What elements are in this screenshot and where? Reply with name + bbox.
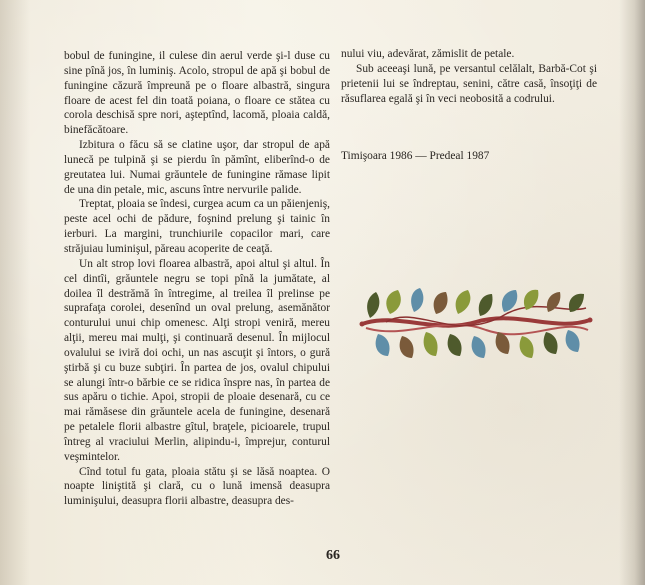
branch-stem: [366, 325, 588, 335]
leaf: [456, 290, 471, 314]
leaf: [496, 332, 510, 354]
leaf: [367, 292, 379, 318]
place-date-signature: Timişoara 1986 — Predeal 1987: [341, 150, 490, 162]
leaf: [502, 290, 517, 312]
page-number: 66: [326, 548, 340, 563]
leaf: [472, 336, 486, 358]
leaf: [547, 292, 560, 312]
paragraph: nului viu, adevărat, zămislit de petale.: [341, 48, 515, 60]
paragraph: bobul de funingine, il culese din aerul verde şi-l duse cu sine pînă jos, în luminiş. Acolo, stropul de apă şi bobul de funingine căzură împreună pe o floare albastră, singura floare de acest fel din toată poiana, o floare ce stătea cu corola deschisă spre nori, aşteptînd, lacomă, ploaia caldă, binefăcătoare.: [64, 50, 330, 137]
leaf: [434, 292, 448, 314]
right-text-column: [341, 47, 597, 106]
leaf: [448, 334, 462, 356]
leaf: [411, 288, 423, 312]
left-text-column: [64, 49, 330, 509]
leafy-branch-icon: [356, 284, 594, 364]
leaf: [424, 332, 438, 356]
twig-end: [360, 322, 365, 327]
leaf: [479, 294, 493, 316]
leaf: [376, 334, 390, 356]
paragraph: Un alt strop lovi floarea albastră, apoi altul şi altul. În cel dintîi, grăuntele negru se topi pînă la jumătate, al doilea îl destrămă în întregime, al treilea îl prelinse pe suprafaţa corolei, desenînd un oval prelung, asemănător conturului unui chip omenesc. Alţi stropi veniră, mereu alţii, mereu mai mulţi, şi continuară desenul. În mijlocul ovalului se iviră doi ochi, un nas ascuţit şi întors, o gură ştirbă şi cu buze subţiri. În partea de jos, ovalul chipului se alungi într-o bărbie ce se ridica înspre nas, în partea de sus apăru o tichie. Apoi, stropii de ploaie desenară, cu ce mai rămăsese din grăuntele acela de funingine, desenară pe petalele florii albastre gîtul, braţele, picioarele, trupul întreg al vraciului Merlin, alipindu-i, împrejur, conturul veşmintelor.: [64, 257, 330, 463]
twig-end: [588, 318, 593, 323]
leaf: [386, 290, 401, 314]
paragraph: Cînd totul fu gata, ploaia stătu şi se lăsă noaptea. O noapte liniştită şi clară, cu o lună imensă deasupra luminişului, deasupra florii albastre, deasupra des-: [64, 465, 330, 508]
paragraph: Treptat, ploaia se îndesi, curgea acum ca un păienjeniş, peste acel ochi de pădure, foşnind prelung şi tainic în ierburi. La margini, trunchiurile copacilor mari, care străjuiau luminişul, păreau acoperite de ceaţă.: [64, 198, 330, 255]
leaf: [520, 336, 534, 358]
leaf: [400, 336, 414, 358]
paragraph: Izbitura o făcu să se clatine uşor, dar stropul de apă lunecă pe tulpină şi se pierdu în pămînt, eliberînd-o de greutatea lui. Numai grăuntele de funingine rămase lipit de una din petale, mic, ascuns între nervurile palide.: [64, 139, 330, 196]
leaf: [566, 330, 580, 352]
leaf: [544, 332, 558, 354]
page-edge-shadow: [619, 0, 645, 585]
paragraph: Sub aceeaşi lună, pe versantul celălalt, Barbă-Cot şi prietenii lui se îndreptau, senini, către casă, însoţiţi de răsuflarea egală şi în veci neobosită a codrului.: [341, 62, 597, 105]
binding-shadow: [0, 0, 30, 585]
